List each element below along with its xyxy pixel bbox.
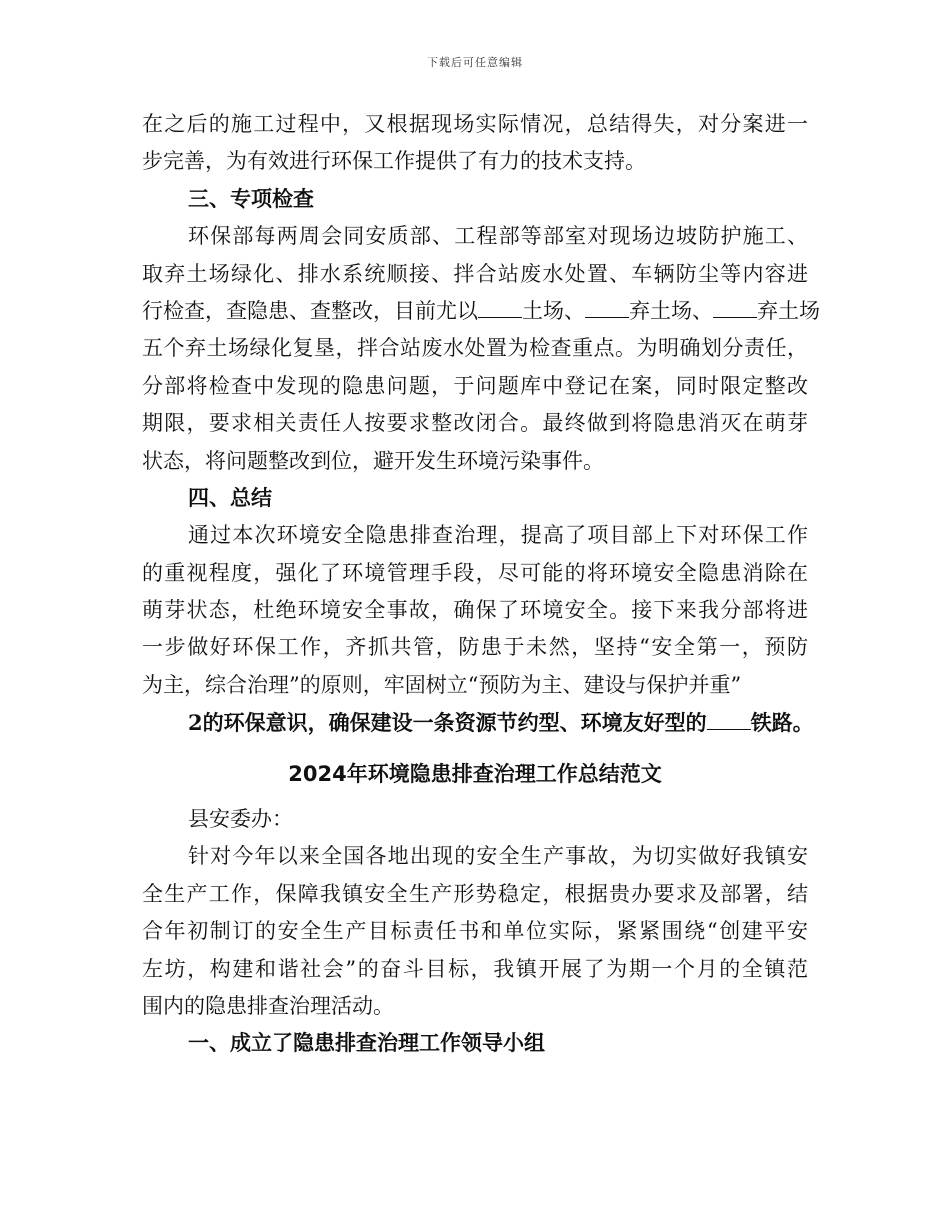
paragraph-line: 在之后的施工过程中，又根据现场实际情况，总结得失，对分案进一 xyxy=(142,112,808,136)
section-heading-leading-group: 一、成立了隐患排查治理工作领导小组 xyxy=(188,1031,545,1056)
paragraph-line-with-blanks xyxy=(142,293,820,330)
paragraph-line: 围内的隐患排查治理活动。 xyxy=(142,993,394,1018)
paragraph-line: 分部将检查中发现的隐患问题，于问题库中登记在案，同时限定整改 xyxy=(142,373,808,398)
text-segment: 2的环保意识，确保建设一条资源节约型、环境友好型的 xyxy=(188,710,707,736)
paragraph-line-bold xyxy=(142,704,814,741)
paragraph-line: 五个弃土场绿化复垦，拌合站废水处置为检查重点。为明确划分责任， xyxy=(142,336,808,361)
paragraph-line: 左坊，构建和谐社会”的奋斗目标，我镇开展了为期一个月的全镇范 xyxy=(142,956,808,981)
page-header-note: 下载后可任意编辑 xyxy=(427,56,523,69)
blank-underline xyxy=(713,297,757,318)
paragraph-line: 的重视程度，强化了环境管理手段，尽可能的将环境安全隐患消除在 xyxy=(142,560,808,585)
blank-underline xyxy=(585,297,629,318)
text-segment: 铁路。 xyxy=(750,710,814,736)
paragraph-line: 步完善，为有效进行环保工作提供了有力的技术支持。 xyxy=(142,149,646,174)
section-heading-summary: 四、总结 xyxy=(188,485,272,510)
paragraph-line: 通过本次环境安全隐患排查治理，提高了项目部上下对环保工作 xyxy=(188,523,808,548)
paragraph-line: 萌芽状态，杜绝环境安全事故，确保了环境安全。接下来我分部将进 xyxy=(142,598,808,623)
document-title: 2024年环境隐患排查治理工作总结范文 xyxy=(288,761,662,786)
salutation: 县安委办： xyxy=(188,807,293,832)
paragraph-line: 环保部每两周会同安质部、工程部等部室对现场边坡防护施工、 xyxy=(188,224,808,249)
text-segment: 弃土场、 xyxy=(629,298,713,323)
text-segment: 行检查，查隐患、查整改，目前尤以 xyxy=(142,298,478,323)
paragraph-line: 状态，将问题整改到位，避开发生环境污染事件。 xyxy=(142,448,604,473)
document-body xyxy=(142,106,820,1063)
blank-underline xyxy=(478,297,522,318)
paragraph-line: 期限，要求相关责任人按要求整改闭合。最终做到将隐患消灭在萌芽 xyxy=(142,411,808,436)
section-heading-inspection: 三、专项检查 xyxy=(188,186,314,211)
paragraph-line: 针对今年以来全国各地出现的安全生产事故，为切实做好我镇安 xyxy=(188,844,808,869)
text-segment: 弃土场 xyxy=(757,298,820,323)
paragraph-line: 合年初制订的安全生产目标责任书和单位实际，紧紧围绕“创建平安 xyxy=(142,919,808,944)
blank-underline xyxy=(707,709,751,730)
text-segment: 土场、 xyxy=(522,298,585,323)
paragraph-line: 取弃土场绿化、排水系统顺接、拌合站废水处置、车辆防尘等内容进 xyxy=(142,261,808,286)
paragraph-line: 一步做好环保工作，齐抓共管，防患于未然，坚持“安全第一，预防 xyxy=(142,635,808,660)
paragraph-line: 为主，综合治理”的原则，牢固树立“预防为主、建设与保护并重” xyxy=(142,672,742,697)
paragraph-line: 全生产工作，保障我镇安全生产形势稳定，根据贵办要求及部署，结 xyxy=(142,881,808,906)
